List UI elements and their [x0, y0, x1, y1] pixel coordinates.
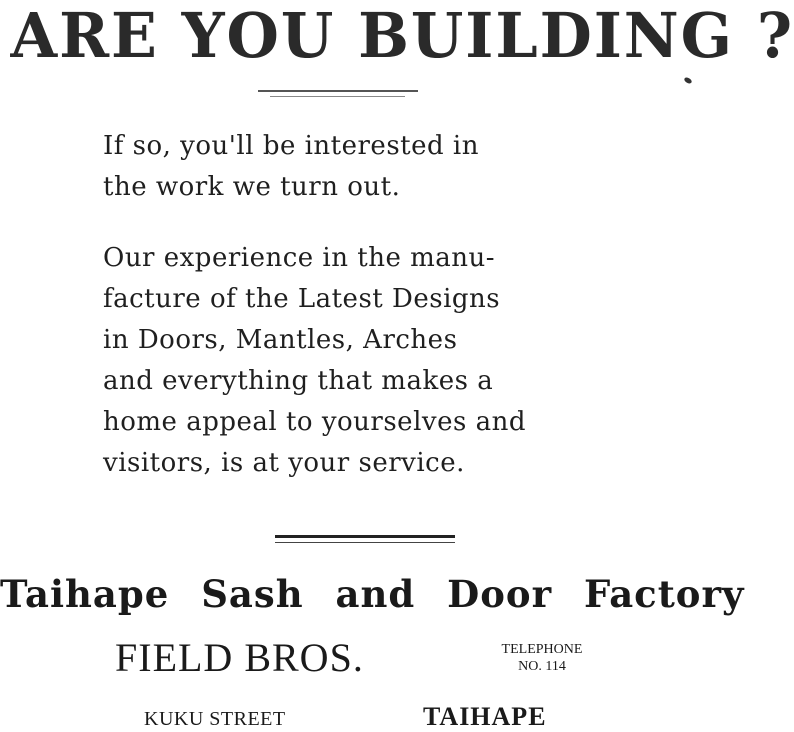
telephone-number: NO. 114 — [518, 659, 566, 674]
intro-paragraph — [103, 126, 593, 208]
telephone-label: TELEPHONE — [501, 642, 583, 657]
middle-divider — [275, 535, 455, 538]
ink-speck — [683, 76, 692, 84]
proprietor-name: FIELD BROS. — [115, 635, 364, 680]
experience-line: in Doors, Mantles, Arches — [103, 325, 458, 355]
street-address: KUKU STREET — [144, 708, 286, 730]
intro-line: the work we turn out. — [103, 172, 401, 202]
headline: ARE YOU BUILDING ? — [10, 0, 794, 72]
experience-line: home appeal to yourselves and — [103, 407, 526, 437]
experience-line: facture of the Latest Designs — [103, 284, 501, 314]
experience-line: and everything that makes a — [103, 366, 494, 396]
intro-line: If so, you'll be interested in — [103, 131, 479, 161]
experience-line: visitors, is at your service. — [103, 448, 465, 478]
experience-paragraph — [103, 238, 593, 484]
telephone-block — [478, 641, 606, 675]
experience-line: Our experience in the manu- — [103, 243, 496, 273]
middle-divider-thin — [275, 542, 455, 543]
business-name: Taihape Sash and Door Factory — [0, 572, 745, 616]
top-divider — [258, 90, 418, 92]
top-divider-thin — [270, 96, 405, 97]
town-name: TAIHAPE — [423, 702, 547, 731]
